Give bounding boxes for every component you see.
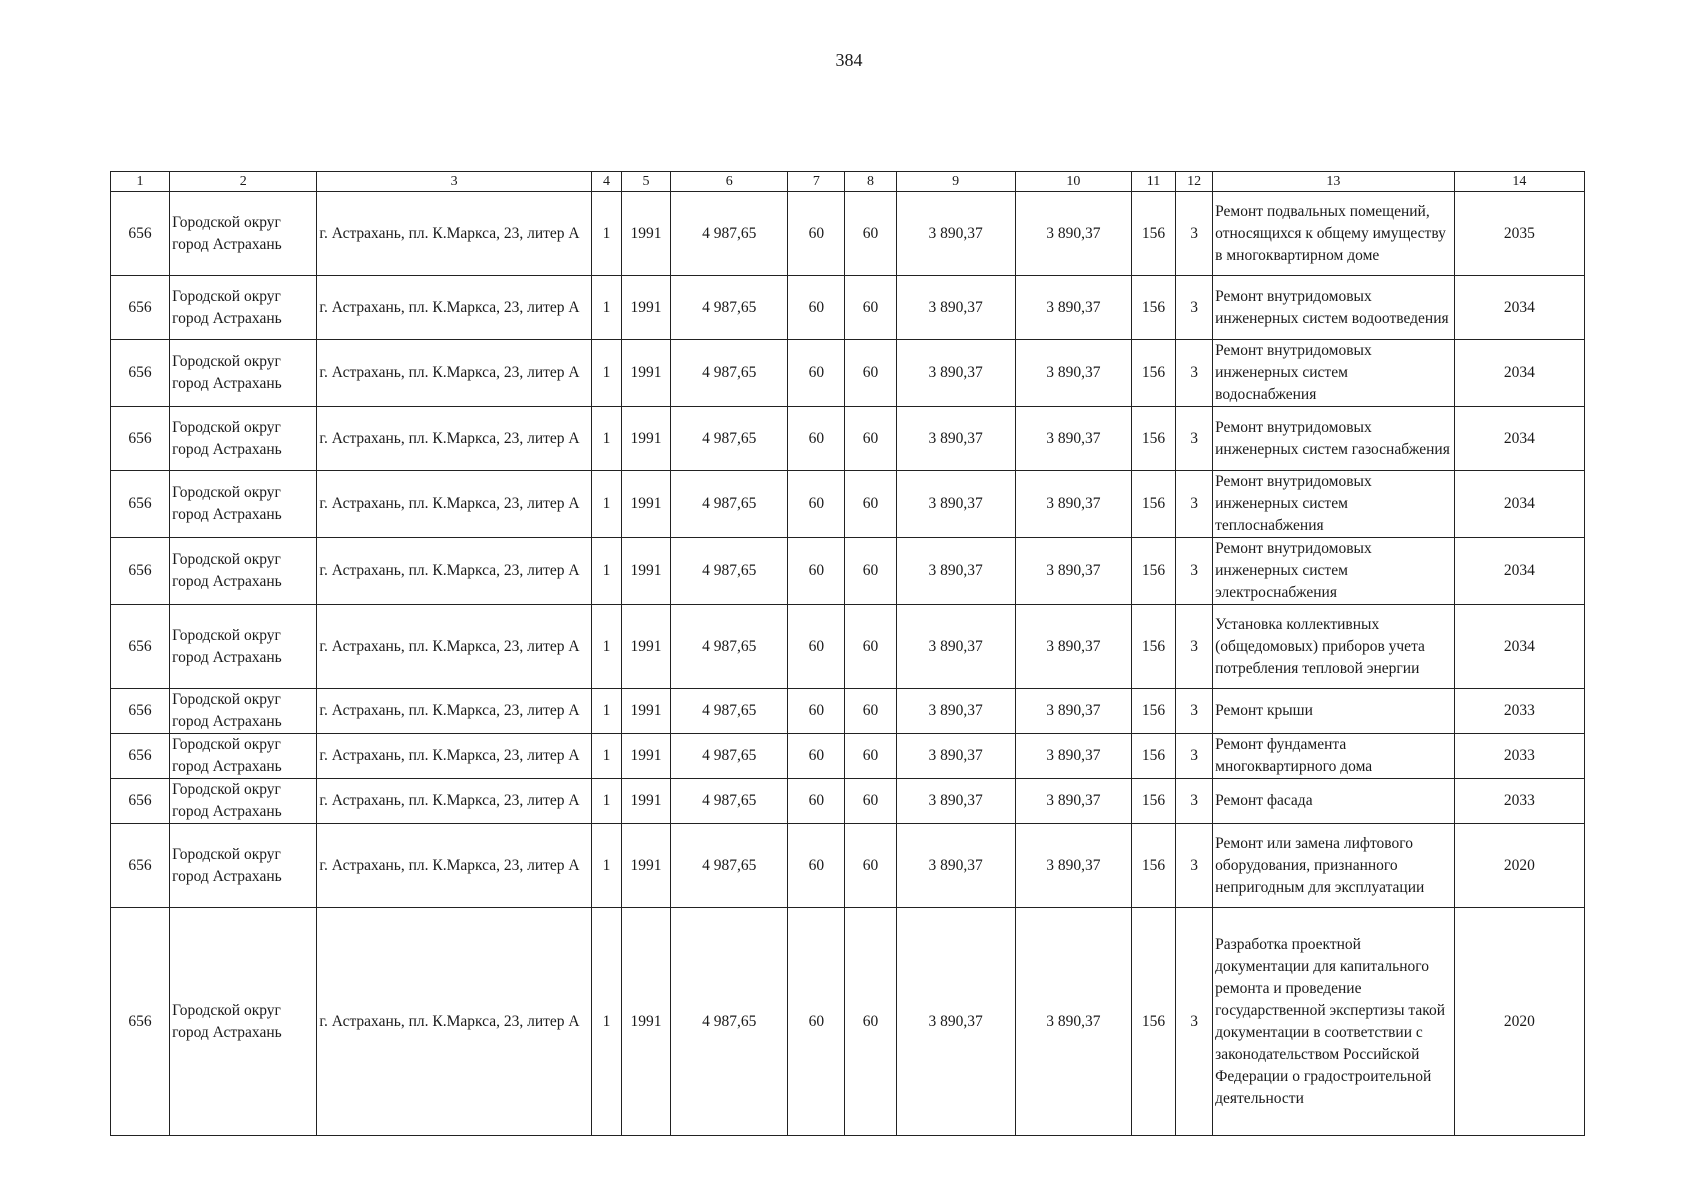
year-cell: 1991 bbox=[622, 192, 671, 276]
cell-col4: 1 bbox=[591, 471, 621, 538]
plan-year-cell: 2034 bbox=[1454, 605, 1584, 689]
cell-col9: 3 890,37 bbox=[896, 734, 1015, 779]
cell-col4: 1 bbox=[591, 407, 621, 471]
cell-col9: 3 890,37 bbox=[896, 779, 1015, 824]
municipality-cell: Городской округ город Астрахань bbox=[170, 407, 317, 471]
row-number: 656 bbox=[111, 276, 170, 340]
column-header: 9 bbox=[896, 172, 1015, 192]
cell-col4: 1 bbox=[591, 192, 621, 276]
row-number: 656 bbox=[111, 689, 170, 734]
plan-year-cell: 2034 bbox=[1454, 471, 1584, 538]
table-row bbox=[111, 689, 1585, 734]
table-row bbox=[111, 192, 1585, 276]
work-type-cell: Ремонт фундамента многоквартирного дома bbox=[1213, 734, 1454, 779]
year-cell: 1991 bbox=[622, 824, 671, 908]
cell-col10: 3 890,37 bbox=[1015, 908, 1131, 1136]
table-row bbox=[111, 779, 1585, 824]
address-cell: г. Астрахань, пл. К.Маркса, 23, литер А bbox=[317, 605, 592, 689]
cell-col8: 60 bbox=[845, 192, 896, 276]
cell-col12: 3 bbox=[1176, 407, 1213, 471]
table-row bbox=[111, 407, 1585, 471]
cell-col12: 3 bbox=[1176, 192, 1213, 276]
municipality-cell: Городской округ город Астрахань bbox=[170, 779, 317, 824]
cell-col10: 3 890,37 bbox=[1015, 689, 1131, 734]
cell-col10: 3 890,37 bbox=[1015, 407, 1131, 471]
cell-col4: 1 bbox=[591, 605, 621, 689]
work-type-cell: Ремонт подвальных помещений, относящихся к общему имуществу в многоквартирном доме bbox=[1213, 192, 1454, 276]
municipality-cell: Городской округ город Астрахань bbox=[170, 734, 317, 779]
column-header: 4 bbox=[591, 172, 621, 192]
cell-col10: 3 890,37 bbox=[1015, 192, 1131, 276]
work-type-cell: Ремонт крыши bbox=[1213, 689, 1454, 734]
cell-col8: 60 bbox=[845, 605, 896, 689]
cell-col4: 1 bbox=[591, 340, 621, 407]
cell-col7: 60 bbox=[788, 340, 845, 407]
column-header: 12 bbox=[1176, 172, 1213, 192]
work-type-cell: Ремонт внутридомовых инженерных систем электроснабжения bbox=[1213, 538, 1454, 605]
work-type-cell: Установка коллективных (общедомовых) приборов учета потребления тепловой энергии bbox=[1213, 605, 1454, 689]
cell-col9: 3 890,37 bbox=[896, 276, 1015, 340]
cell-col10: 3 890,37 bbox=[1015, 779, 1131, 824]
work-type-cell: Ремонт внутридомовых инженерных систем газоснабжения bbox=[1213, 407, 1454, 471]
cell-col4: 1 bbox=[591, 276, 621, 340]
cell-col7: 60 bbox=[788, 538, 845, 605]
year-cell: 1991 bbox=[622, 340, 671, 407]
cell-col10: 3 890,37 bbox=[1015, 605, 1131, 689]
municipality-cell: Городской округ город Астрахань bbox=[170, 340, 317, 407]
row-number: 656 bbox=[111, 407, 170, 471]
cell-col6: 4 987,65 bbox=[671, 538, 788, 605]
municipality-cell: Городской округ город Астрахань bbox=[170, 605, 317, 689]
cell-col6: 4 987,65 bbox=[671, 192, 788, 276]
row-number: 656 bbox=[111, 192, 170, 276]
cell-col7: 60 bbox=[788, 689, 845, 734]
cell-col11: 156 bbox=[1132, 605, 1176, 689]
cell-col11: 156 bbox=[1132, 192, 1176, 276]
cell-col8: 60 bbox=[845, 689, 896, 734]
column-header: 6 bbox=[671, 172, 788, 192]
cell-col11: 156 bbox=[1132, 276, 1176, 340]
year-cell: 1991 bbox=[622, 538, 671, 605]
municipality-cell: Городской округ город Астрахань bbox=[170, 538, 317, 605]
municipality-cell: Городской округ город Астрахань bbox=[170, 824, 317, 908]
cell-col6: 4 987,65 bbox=[671, 908, 788, 1136]
address-cell: г. Астрахань, пл. К.Маркса, 23, литер А bbox=[317, 689, 592, 734]
page-number: 384 bbox=[835, 50, 863, 70]
cell-col4: 1 bbox=[591, 908, 621, 1136]
cell-col11: 156 bbox=[1132, 824, 1176, 908]
table-row bbox=[111, 276, 1585, 340]
cell-col9: 3 890,37 bbox=[896, 824, 1015, 908]
cell-col8: 60 bbox=[845, 824, 896, 908]
cell-col12: 3 bbox=[1176, 538, 1213, 605]
column-header: 3 bbox=[317, 172, 592, 192]
row-number: 656 bbox=[111, 340, 170, 407]
table-row bbox=[111, 471, 1585, 538]
row-number: 656 bbox=[111, 908, 170, 1136]
plan-year-cell: 2033 bbox=[1454, 734, 1584, 779]
row-number: 656 bbox=[111, 538, 170, 605]
cell-col6: 4 987,65 bbox=[671, 340, 788, 407]
column-header: 1 bbox=[111, 172, 170, 192]
cell-col4: 1 bbox=[591, 824, 621, 908]
address-cell: г. Астрахань, пл. К.Маркса, 23, литер А bbox=[317, 471, 592, 538]
column-header: 11 bbox=[1132, 172, 1176, 192]
cell-col10: 3 890,37 bbox=[1015, 471, 1131, 538]
plan-year-cell: 2034 bbox=[1454, 276, 1584, 340]
cell-col11: 156 bbox=[1132, 779, 1176, 824]
row-number: 656 bbox=[111, 605, 170, 689]
plan-year-cell: 2035 bbox=[1454, 192, 1584, 276]
program-table bbox=[110, 171, 1585, 1136]
table-row bbox=[111, 538, 1585, 605]
row-number: 656 bbox=[111, 471, 170, 538]
municipality-cell: Городской округ город Астрахань bbox=[170, 471, 317, 538]
work-type-cell: Ремонт фасада bbox=[1213, 779, 1454, 824]
cell-col11: 156 bbox=[1132, 908, 1176, 1136]
municipality-cell: Городской округ город Астрахань bbox=[170, 192, 317, 276]
cell-col6: 4 987,65 bbox=[671, 276, 788, 340]
year-cell: 1991 bbox=[622, 407, 671, 471]
cell-col9: 3 890,37 bbox=[896, 689, 1015, 734]
address-cell: г. Астрахань, пл. К.Маркса, 23, литер А bbox=[317, 340, 592, 407]
cell-col11: 156 bbox=[1132, 734, 1176, 779]
table-body bbox=[111, 192, 1585, 1136]
column-header: 13 bbox=[1213, 172, 1454, 192]
plan-year-cell: 2034 bbox=[1454, 407, 1584, 471]
cell-col11: 156 bbox=[1132, 538, 1176, 605]
address-cell: г. Астрахань, пл. К.Маркса, 23, литер А bbox=[317, 276, 592, 340]
year-cell: 1991 bbox=[622, 779, 671, 824]
year-cell: 1991 bbox=[622, 908, 671, 1136]
cell-col10: 3 890,37 bbox=[1015, 538, 1131, 605]
plan-year-cell: 2020 bbox=[1454, 824, 1584, 908]
cell-col6: 4 987,65 bbox=[671, 779, 788, 824]
plan-year-cell: 2020 bbox=[1454, 908, 1584, 1136]
year-cell: 1991 bbox=[622, 689, 671, 734]
cell-col6: 4 987,65 bbox=[671, 605, 788, 689]
table-row bbox=[111, 908, 1585, 1136]
row-number: 656 bbox=[111, 734, 170, 779]
cell-col12: 3 bbox=[1176, 689, 1213, 734]
plan-year-cell: 2033 bbox=[1454, 779, 1584, 824]
cell-col12: 3 bbox=[1176, 605, 1213, 689]
column-header: 2 bbox=[170, 172, 317, 192]
cell-col8: 60 bbox=[845, 471, 896, 538]
cell-col9: 3 890,37 bbox=[896, 192, 1015, 276]
cell-col10: 3 890,37 bbox=[1015, 824, 1131, 908]
cell-col9: 3 890,37 bbox=[896, 908, 1015, 1136]
cell-col11: 156 bbox=[1132, 340, 1176, 407]
cell-col12: 3 bbox=[1176, 471, 1213, 538]
table-row bbox=[111, 824, 1585, 908]
address-cell: г. Астрахань, пл. К.Маркса, 23, литер А bbox=[317, 192, 592, 276]
cell-col9: 3 890,37 bbox=[896, 407, 1015, 471]
table-row bbox=[111, 340, 1585, 407]
cell-col9: 3 890,37 bbox=[896, 605, 1015, 689]
year-cell: 1991 bbox=[622, 471, 671, 538]
table-row bbox=[111, 605, 1585, 689]
cell-col6: 4 987,65 bbox=[671, 689, 788, 734]
municipality-cell: Городской округ город Астрахань bbox=[170, 908, 317, 1136]
address-cell: г. Астрахань, пл. К.Маркса, 23, литер А bbox=[317, 779, 592, 824]
cell-col10: 3 890,37 bbox=[1015, 276, 1131, 340]
work-type-cell: Ремонт или замена лифтового оборудования, признанного непригодным для эксплуатации bbox=[1213, 824, 1454, 908]
year-cell: 1991 bbox=[622, 276, 671, 340]
year-cell: 1991 bbox=[622, 734, 671, 779]
cell-col7: 60 bbox=[788, 908, 845, 1136]
cell-col8: 60 bbox=[845, 538, 896, 605]
cell-col4: 1 bbox=[591, 779, 621, 824]
cell-col6: 4 987,65 bbox=[671, 471, 788, 538]
cell-col7: 60 bbox=[788, 605, 845, 689]
address-cell: г. Астрахань, пл. К.Маркса, 23, литер А bbox=[317, 734, 592, 779]
column-header: 14 bbox=[1454, 172, 1584, 192]
cell-col12: 3 bbox=[1176, 734, 1213, 779]
cell-col9: 3 890,37 bbox=[896, 471, 1015, 538]
cell-col6: 4 987,65 bbox=[671, 407, 788, 471]
row-number: 656 bbox=[111, 824, 170, 908]
cell-col9: 3 890,37 bbox=[896, 538, 1015, 605]
column-header: 10 bbox=[1015, 172, 1131, 192]
address-cell: г. Астрахань, пл. К.Маркса, 23, литер А bbox=[317, 908, 592, 1136]
table-row bbox=[111, 734, 1585, 779]
cell-col4: 1 bbox=[591, 689, 621, 734]
cell-col12: 3 bbox=[1176, 276, 1213, 340]
cell-col6: 4 987,65 bbox=[671, 734, 788, 779]
address-cell: г. Астрахань, пл. К.Маркса, 23, литер А bbox=[317, 824, 592, 908]
cell-col10: 3 890,37 bbox=[1015, 340, 1131, 407]
work-type-cell: Ремонт внутридомовых инженерных систем теплоснабжения bbox=[1213, 471, 1454, 538]
column-header: 5 bbox=[622, 172, 671, 192]
column-header: 8 bbox=[845, 172, 896, 192]
cell-col11: 156 bbox=[1132, 689, 1176, 734]
cell-col10: 3 890,37 bbox=[1015, 734, 1131, 779]
cell-col8: 60 bbox=[845, 340, 896, 407]
cell-col7: 60 bbox=[788, 471, 845, 538]
column-header: 7 bbox=[788, 172, 845, 192]
cell-col7: 60 bbox=[788, 734, 845, 779]
cell-col7: 60 bbox=[788, 407, 845, 471]
cell-col8: 60 bbox=[845, 779, 896, 824]
work-type-cell: Ремонт внутридомовых инженерных систем водоотведения bbox=[1213, 276, 1454, 340]
municipality-cell: Городской округ город Астрахань bbox=[170, 276, 317, 340]
address-cell: г. Астрахань, пл. К.Маркса, 23, литер А bbox=[317, 538, 592, 605]
cell-col4: 1 bbox=[591, 734, 621, 779]
cell-col7: 60 bbox=[788, 192, 845, 276]
cell-col8: 60 bbox=[845, 407, 896, 471]
cell-col8: 60 bbox=[845, 908, 896, 1136]
cell-col7: 60 bbox=[788, 779, 845, 824]
cell-col12: 3 bbox=[1176, 824, 1213, 908]
cell-col8: 60 bbox=[845, 734, 896, 779]
cell-col11: 156 bbox=[1132, 471, 1176, 538]
row-number: 656 bbox=[111, 779, 170, 824]
cell-col12: 3 bbox=[1176, 908, 1213, 1136]
year-cell: 1991 bbox=[622, 605, 671, 689]
cell-col4: 1 bbox=[591, 538, 621, 605]
cell-col6: 4 987,65 bbox=[671, 824, 788, 908]
municipality-cell: Городской округ город Астрахань bbox=[170, 689, 317, 734]
cell-col7: 60 bbox=[788, 824, 845, 908]
plan-year-cell: 2033 bbox=[1454, 689, 1584, 734]
plan-year-cell: 2034 bbox=[1454, 538, 1584, 605]
cell-col11: 156 bbox=[1132, 407, 1176, 471]
cell-col12: 3 bbox=[1176, 779, 1213, 824]
work-type-cell: Ремонт внутридомовых инженерных систем водоснабжения bbox=[1213, 340, 1454, 407]
cell-col9: 3 890,37 bbox=[896, 340, 1015, 407]
cell-col12: 3 bbox=[1176, 340, 1213, 407]
address-cell: г. Астрахань, пл. К.Маркса, 23, литер А bbox=[317, 407, 592, 471]
cell-col7: 60 bbox=[788, 276, 845, 340]
header-row bbox=[111, 172, 1585, 192]
cell-col8: 60 bbox=[845, 276, 896, 340]
work-type-cell: Разработка проектной документации для капитального ремонта и проведение государственной экспертизы такой документации в соответствии с законодательством Российской Федерации о градостроительной деятельности bbox=[1213, 908, 1454, 1136]
plan-year-cell: 2034 bbox=[1454, 340, 1584, 407]
